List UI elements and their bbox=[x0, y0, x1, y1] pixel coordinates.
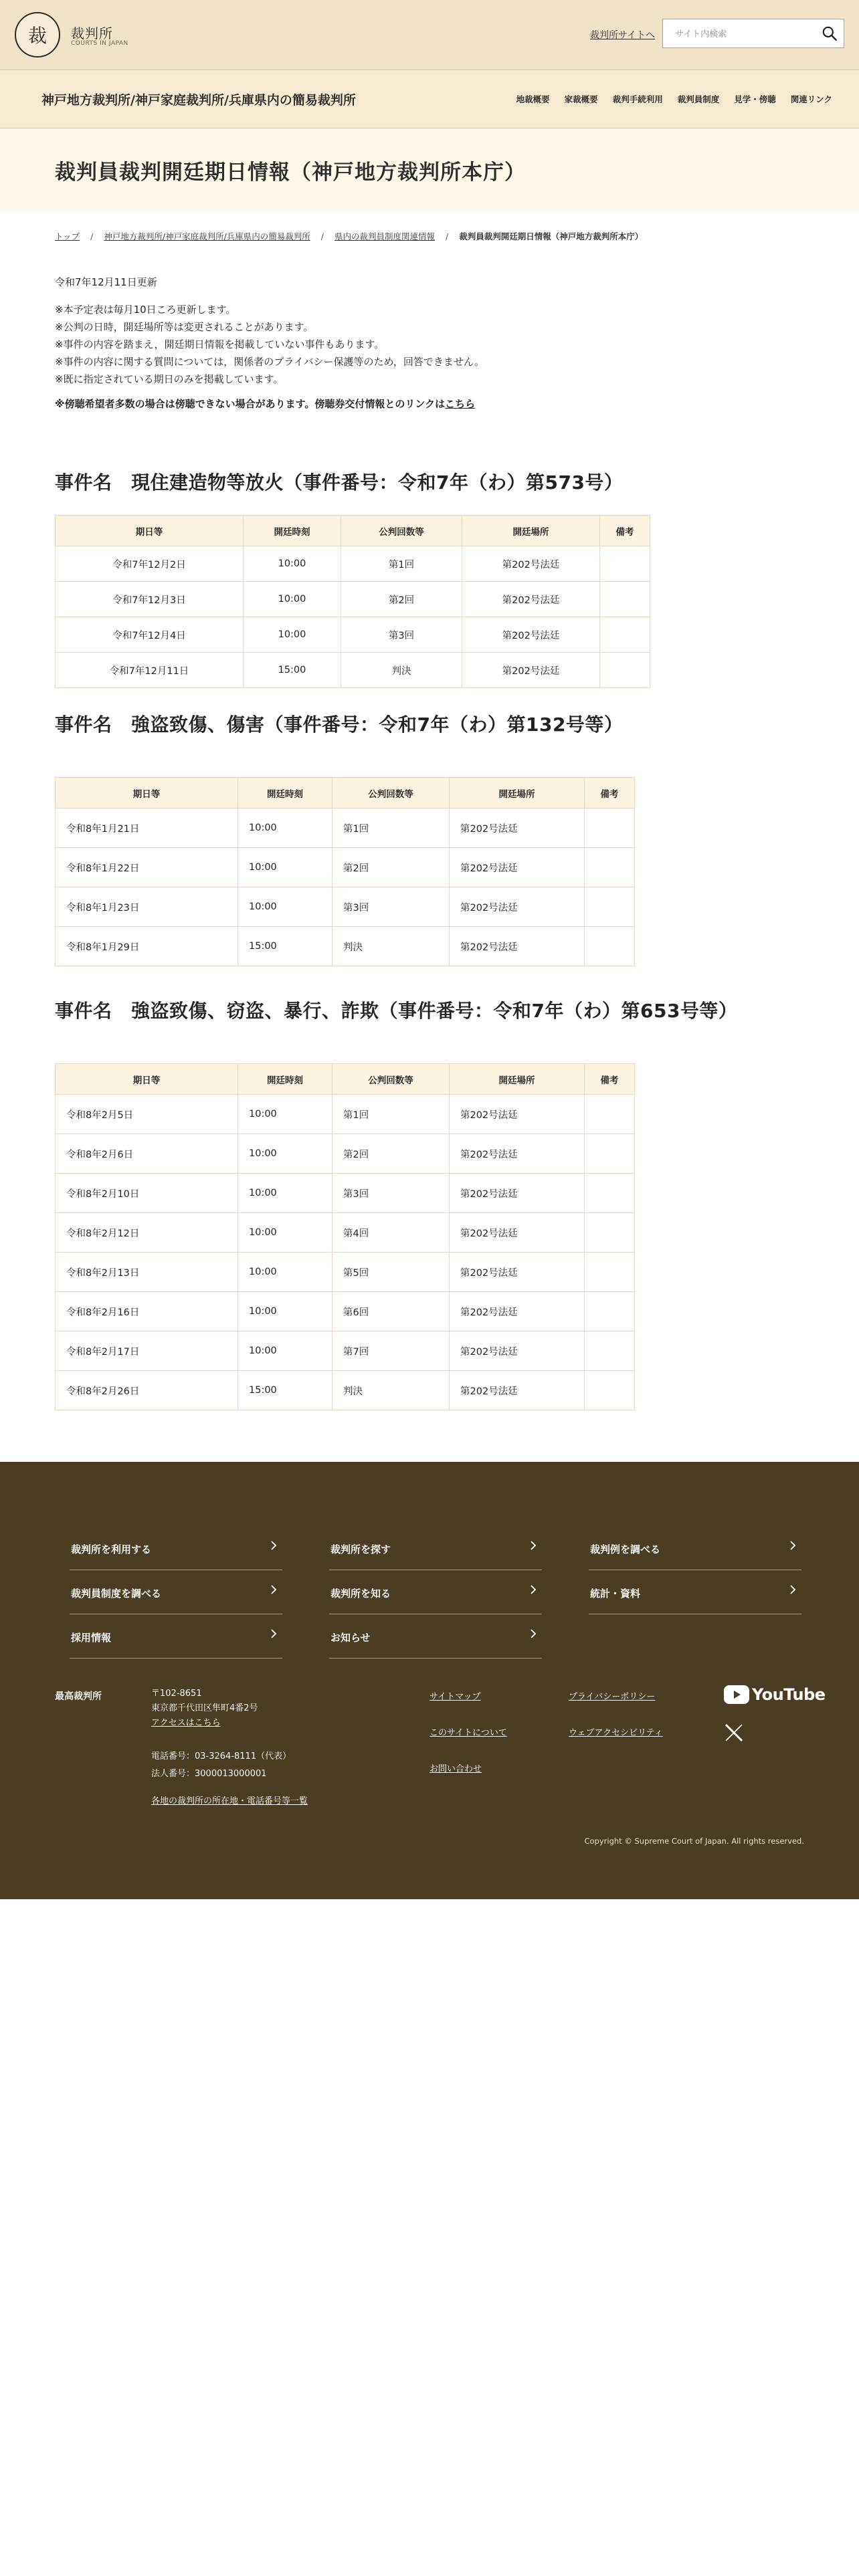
col-header-date: 期日等 bbox=[56, 1064, 238, 1095]
cell-date: 令和8年2月26日 bbox=[56, 1371, 238, 1410]
footer-nav-label: 裁判員制度を調べる bbox=[71, 1588, 162, 1600]
court-directory-link[interactable]: 各地の裁判所の所在地・電話番号等一覧 bbox=[151, 1796, 308, 1806]
cell-session: 第2回 bbox=[341, 582, 462, 617]
table-row bbox=[56, 848, 635, 887]
cell-remarks bbox=[585, 1134, 635, 1174]
cell-date: 令和8年2月6日 bbox=[56, 1134, 238, 1174]
cell-remarks bbox=[600, 546, 650, 582]
note-item: ※既に指定されている期日のみを掲載しています。 bbox=[55, 373, 284, 385]
cell-date: 令和8年2月16日 bbox=[56, 1292, 238, 1331]
table-row bbox=[56, 1331, 635, 1371]
footer-nav-label: 裁判例を調べる bbox=[590, 1543, 661, 1555]
cell-date: 令和8年2月12日 bbox=[56, 1213, 238, 1253]
col-header-courtroom: 開廷場所 bbox=[462, 516, 600, 546]
about-site-link[interactable]: このサイトについて bbox=[430, 1728, 507, 1738]
footer-nav-recruitment[interactable] bbox=[70, 1614, 282, 1658]
breadcrumb-top[interactable]: トップ bbox=[55, 231, 80, 241]
cell-courtroom: 第202号法廷 bbox=[462, 546, 600, 582]
hearing-notice bbox=[55, 397, 475, 411]
footer-nav-label: 裁判所を知る bbox=[330, 1588, 391, 1600]
footer-nav-about-courts[interactable] bbox=[329, 1570, 542, 1614]
breadcrumb-court[interactable]: 神戸地方裁判所/神戸家庭裁判所/兵庫県内の簡易裁判所 bbox=[104, 231, 310, 241]
cell-courtroom: 第202号法廷 bbox=[450, 1095, 585, 1134]
chevron-right-icon bbox=[529, 1541, 538, 1550]
cell-date: 令和8年1月29日 bbox=[56, 927, 238, 966]
table-header-row bbox=[56, 778, 635, 809]
cell-date: 令和8年2月17日 bbox=[56, 1331, 238, 1371]
cell-date: 令和8年1月21日 bbox=[56, 809, 238, 848]
cell-courtroom: 第202号法廷 bbox=[450, 809, 585, 848]
cell-time: 10:00 bbox=[238, 1095, 332, 1134]
case-title: 事件名 強盗致傷、窃盗、暴行、詐欺（事件番号：令和7年（わ）第653号等） bbox=[55, 1000, 738, 1022]
col-header-remarks: 備考 bbox=[585, 1064, 635, 1095]
youtube-link[interactable] bbox=[724, 1685, 826, 1704]
col-header-remarks: 備考 bbox=[585, 778, 635, 809]
x-twitter-icon[interactable] bbox=[724, 1723, 744, 1743]
cell-time: 10:00 bbox=[238, 1331, 332, 1371]
cell-time: 10:00 bbox=[238, 1253, 332, 1292]
cell-remarks bbox=[585, 927, 635, 966]
footer-nav-statistics[interactable] bbox=[589, 1570, 801, 1614]
table-header-row bbox=[56, 1064, 635, 1095]
cell-date: 令和7年12月4日 bbox=[56, 617, 244, 653]
notes-list bbox=[55, 301, 484, 388]
courts-site-link[interactable]: 裁判所サイトへ bbox=[590, 30, 656, 41]
cell-time: 10:00 bbox=[244, 617, 341, 653]
cell-time: 10:00 bbox=[244, 582, 341, 617]
case-title: 事件名 強盗致傷、傷害（事件番号：令和7年（わ）第132号等） bbox=[55, 714, 624, 736]
cell-session: 第7回 bbox=[332, 1331, 450, 1371]
cell-courtroom: 第202号法廷 bbox=[450, 1331, 585, 1371]
logo-subtext: COURTS IN JAPAN bbox=[71, 40, 128, 47]
cell-session: 判決 bbox=[332, 927, 450, 966]
cell-session: 判決 bbox=[341, 653, 462, 688]
page-title-band bbox=[0, 128, 859, 211]
nav-tours-hearings[interactable]: 見学・傍聴 bbox=[734, 94, 776, 104]
ticket-info-link[interactable]: こちら bbox=[445, 398, 476, 410]
court-emblem-logo[interactable]: 裁 bbox=[15, 12, 60, 58]
corporate-number: 法人番号：3000013000001 bbox=[151, 1769, 267, 1779]
nav-lay-judge-system[interactable]: 裁判員制度 bbox=[677, 94, 720, 104]
table-row bbox=[56, 546, 650, 582]
table-row bbox=[56, 617, 650, 653]
nav-related-links[interactable]: 関連リンク bbox=[790, 94, 832, 104]
cell-session: 第2回 bbox=[332, 848, 450, 887]
col-header-courtroom: 開廷場所 bbox=[450, 778, 585, 809]
footer-address bbox=[151, 1687, 258, 1731]
cell-time: 15:00 bbox=[244, 653, 341, 688]
cell-date: 令和7年12月11日 bbox=[56, 653, 244, 688]
cell-courtroom: 第202号法廷 bbox=[462, 653, 600, 688]
youtube-label: YouTube bbox=[752, 1685, 826, 1704]
table-row bbox=[56, 653, 650, 688]
site-footer bbox=[0, 1462, 859, 1899]
col-header-date: 期日等 bbox=[56, 516, 244, 546]
web-accessibility-link[interactable]: ウェブアクセシビリティ bbox=[569, 1728, 663, 1738]
table-header-row bbox=[56, 516, 650, 546]
cell-date: 令和7年12月2日 bbox=[56, 546, 244, 582]
privacy-policy-link[interactable]: プライバシーポリシー bbox=[569, 1692, 656, 1702]
cell-date: 令和8年2月13日 bbox=[56, 1253, 238, 1292]
table-row bbox=[56, 1292, 635, 1331]
cell-date: 令和8年1月23日 bbox=[56, 887, 238, 927]
cell-courtroom: 第202号法廷 bbox=[450, 1253, 585, 1292]
chevron-right-icon bbox=[788, 1541, 797, 1550]
cell-session: 第1回 bbox=[332, 809, 450, 848]
footer-nav-label: お知らせ bbox=[330, 1632, 371, 1644]
table-row bbox=[56, 1371, 635, 1410]
table-row bbox=[56, 1174, 635, 1213]
col-header-time: 開廷時刻 bbox=[244, 516, 341, 546]
chevron-right-icon bbox=[269, 1629, 278, 1638]
cell-courtroom: 第202号法廷 bbox=[450, 927, 585, 966]
cell-time: 10:00 bbox=[238, 1213, 332, 1253]
cell-courtroom: 第202号法廷 bbox=[450, 1292, 585, 1331]
table-row bbox=[56, 582, 650, 617]
col-header-time: 開廷時刻 bbox=[238, 1064, 332, 1095]
table-row bbox=[56, 1213, 635, 1253]
col-header-session: 公判回数等 bbox=[332, 778, 450, 809]
col-header-session: 公判回数等 bbox=[341, 516, 462, 546]
footer-nav-label: 裁判所を利用する bbox=[71, 1543, 152, 1555]
breadcrumb-current: 裁判員裁判開廷期日情報（神戸地方裁判所本庁） bbox=[459, 231, 644, 241]
cell-remarks bbox=[585, 809, 635, 848]
footer-nav-label: 統計・資料 bbox=[590, 1588, 641, 1600]
cell-session: 判決 bbox=[332, 1371, 450, 1410]
nav-court-procedures[interactable]: 裁判手続利用 bbox=[612, 94, 663, 104]
notice-text: ※傍聴希望者多数の場合は傍聴できない場合があります。傍聴券交付情報とのリンクは bbox=[55, 398, 446, 410]
contact-link[interactable]: お問い合わせ bbox=[430, 1764, 482, 1774]
cell-courtroom: 第202号法廷 bbox=[462, 582, 600, 617]
page-title: 裁判員裁判開廷期日情報（神戸地方裁判所本庁） bbox=[55, 160, 526, 185]
cell-courtroom: 第202号法廷 bbox=[462, 617, 600, 653]
cell-date: 令和8年2月10日 bbox=[56, 1174, 238, 1213]
cell-session: 第2回 bbox=[332, 1134, 450, 1174]
cell-remarks bbox=[585, 1331, 635, 1371]
footer-nav-news[interactable] bbox=[329, 1614, 542, 1658]
nav-district-court-overview[interactable]: 地裁概要 bbox=[516, 94, 550, 104]
site-search-box bbox=[662, 19, 844, 48]
copyright-text: Copyright © Supreme Court of Japan. All rights reserved. bbox=[584, 1836, 804, 1846]
access-link[interactable]: アクセスはこちら bbox=[151, 1718, 221, 1728]
logo-text[interactable]: 裁判所 bbox=[71, 25, 113, 41]
case-title: 事件名 現住建造物等放火（事件番号：令和7年（わ）第573号） bbox=[55, 471, 624, 494]
updated-date: 令和7年12月11日更新 bbox=[55, 276, 157, 288]
cell-remarks bbox=[585, 1292, 635, 1331]
cell-remarks bbox=[585, 848, 635, 887]
breadcrumb-separator: / bbox=[446, 231, 449, 241]
cell-date: 令和7年12月3日 bbox=[56, 582, 244, 617]
cell-time: 15:00 bbox=[238, 927, 332, 966]
footer-nav-use-courts[interactable] bbox=[70, 1526, 282, 1570]
cell-time: 10:00 bbox=[244, 546, 341, 582]
col-header-remarks: 備考 bbox=[600, 516, 650, 546]
table-row bbox=[56, 1134, 635, 1174]
search-input[interactable] bbox=[674, 19, 810, 49]
table-row bbox=[56, 1253, 635, 1292]
cell-session: 第3回 bbox=[341, 617, 462, 653]
cell-remarks bbox=[585, 1253, 635, 1292]
breadcrumb-separator: / bbox=[90, 231, 94, 241]
cell-remarks bbox=[600, 617, 650, 653]
cell-time: 10:00 bbox=[238, 1292, 332, 1331]
phone-number: 電話番号：03-3264-8111（代表） bbox=[151, 1751, 292, 1761]
footer-contact bbox=[151, 1748, 291, 1783]
cell-courtroom: 第202号法廷 bbox=[450, 1371, 585, 1410]
breadcrumb-lay-judge-info[interactable]: 県内の裁判員制度関連情報 bbox=[335, 231, 436, 241]
court-navigation-bar bbox=[0, 70, 859, 128]
footer-org-name: 最高裁判所 bbox=[55, 1691, 102, 1702]
breadcrumb bbox=[55, 230, 643, 242]
schedule-table bbox=[55, 1063, 635, 1410]
cell-time: 10:00 bbox=[238, 1174, 332, 1213]
cell-date: 令和8年1月22日 bbox=[56, 848, 238, 887]
note-item: ※事件の内容を踏まえ，開廷期日情報を掲載していない事件もあります。 bbox=[55, 338, 385, 350]
cell-time: 15:00 bbox=[238, 1371, 332, 1410]
cell-session: 第3回 bbox=[332, 1174, 450, 1213]
cell-session: 第4回 bbox=[332, 1213, 450, 1253]
street-address: 東京都千代田区隼町4番2号 bbox=[151, 1703, 258, 1713]
footer-nav-label: 裁判所を探す bbox=[330, 1543, 391, 1555]
table-row bbox=[56, 927, 635, 966]
note-item: ※本予定表は毎月10日ころ更新します。 bbox=[55, 304, 236, 316]
court-name[interactable]: 神戸地方裁判所/神戸家庭裁判所/兵庫県内の簡易裁判所 bbox=[41, 93, 356, 108]
chevron-right-icon bbox=[529, 1629, 538, 1638]
note-item: ※事件の内容に関する質問については，関係者のプライバシー保護等のため，回答できません。 bbox=[55, 356, 484, 368]
sitemap-link[interactable]: サイトマップ bbox=[430, 1692, 481, 1702]
cell-session: 第1回 bbox=[332, 1095, 450, 1134]
site-header bbox=[0, 0, 859, 70]
schedule-table bbox=[55, 515, 650, 688]
cell-session: 第3回 bbox=[332, 887, 450, 927]
cell-remarks bbox=[600, 653, 650, 688]
cell-remarks bbox=[585, 1095, 635, 1134]
col-header-session: 公判回数等 bbox=[332, 1064, 450, 1095]
breadcrumb-separator: / bbox=[320, 231, 324, 241]
cell-time: 10:00 bbox=[238, 1134, 332, 1174]
global-nav bbox=[502, 93, 832, 105]
table-row bbox=[56, 809, 635, 848]
note-item: ※公判の日時，開廷場所等は変更されることがあります。 bbox=[55, 321, 314, 333]
cell-remarks bbox=[585, 887, 635, 927]
cell-remarks bbox=[585, 1371, 635, 1410]
col-header-courtroom: 開廷場所 bbox=[450, 1064, 585, 1095]
schedule-table bbox=[55, 777, 635, 966]
cell-session: 第5回 bbox=[332, 1253, 450, 1292]
cell-remarks bbox=[600, 582, 650, 617]
cell-remarks bbox=[585, 1213, 635, 1253]
cell-time: 10:00 bbox=[238, 848, 332, 887]
nav-family-court-overview[interactable]: 家裁概要 bbox=[564, 94, 598, 104]
footer-nav-lay-judge[interactable] bbox=[70, 1570, 282, 1614]
search-icon[interactable] bbox=[821, 25, 838, 42]
postal-code: 〒102-8651 bbox=[151, 1689, 202, 1699]
cell-time: 10:00 bbox=[238, 887, 332, 927]
chevron-right-icon bbox=[529, 1585, 538, 1594]
cell-session: 第1回 bbox=[341, 546, 462, 582]
cell-session: 第6回 bbox=[332, 1292, 450, 1331]
table-row bbox=[56, 1095, 635, 1134]
cell-courtroom: 第202号法廷 bbox=[450, 1213, 585, 1253]
cell-courtroom: 第202号法廷 bbox=[450, 848, 585, 887]
chevron-right-icon bbox=[788, 1585, 797, 1594]
footer-nav-find-courts[interactable] bbox=[329, 1526, 542, 1570]
table-row bbox=[56, 887, 635, 927]
footer-nav-case-law[interactable] bbox=[589, 1526, 801, 1570]
cell-time: 10:00 bbox=[238, 809, 332, 848]
chevron-right-icon bbox=[269, 1585, 278, 1594]
cell-courtroom: 第202号法廷 bbox=[450, 1174, 585, 1213]
cell-courtroom: 第202号法廷 bbox=[450, 887, 585, 927]
cell-date: 令和8年2月5日 bbox=[56, 1095, 238, 1134]
col-header-time: 開廷時刻 bbox=[238, 778, 332, 809]
col-header-date: 期日等 bbox=[56, 778, 238, 809]
cell-remarks bbox=[585, 1174, 635, 1213]
youtube-icon bbox=[724, 1685, 749, 1704]
chevron-right-icon bbox=[269, 1541, 278, 1550]
cell-courtroom: 第202号法廷 bbox=[450, 1134, 585, 1174]
footer-nav-label: 採用情報 bbox=[71, 1632, 112, 1644]
